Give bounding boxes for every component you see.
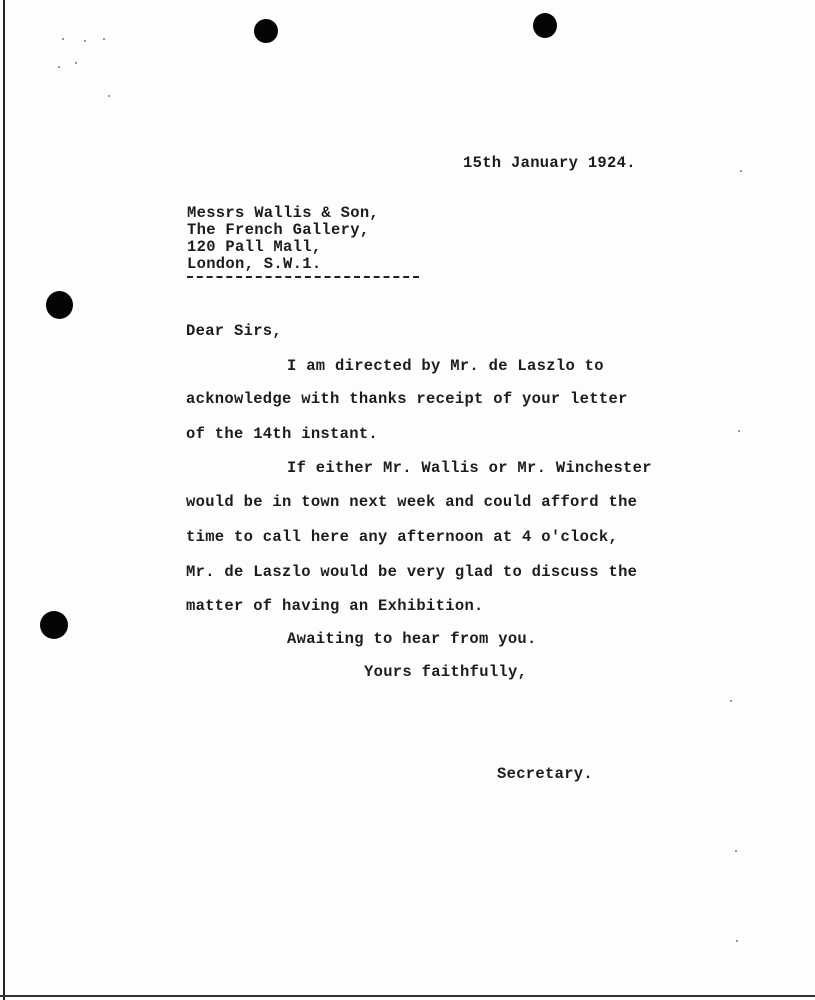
scan-speck: [62, 38, 64, 40]
scan-speck: [730, 700, 732, 702]
body-line: matter of having an Exhibition.: [186, 597, 484, 615]
body-line: would be in town next week and could afford the: [186, 493, 638, 511]
body-line: Mr. de Laszlo would be very glad to discuss the: [186, 563, 638, 581]
body-line: time to call here any afternoon at 4 o'clock,: [186, 528, 619, 546]
scan-speck: [84, 40, 86, 42]
scan-speck: [740, 170, 742, 172]
letter-date: 15th January 1924.: [463, 154, 636, 172]
scan-speck: [58, 66, 60, 68]
signature-title: Secretary.: [497, 765, 594, 783]
page-left-edge: [3, 0, 5, 1000]
page-bottom-edge: [0, 995, 815, 997]
punch-hole-top-right: [533, 13, 557, 38]
punch-hole-side-lower: [40, 611, 68, 639]
scan-speck: [75, 62, 77, 64]
address-underline: [187, 276, 419, 278]
recipient-line: Messrs Wallis & Son,: [187, 204, 380, 222]
body-line: Awaiting to hear from you.: [287, 630, 537, 648]
scan-speck: [108, 95, 110, 97]
closing: Yours faithfully,: [364, 663, 528, 681]
recipient-line: The French Gallery,: [187, 221, 370, 239]
scan-speck: [735, 850, 737, 852]
body-line: I am directed by Mr. de Laszlo to: [287, 357, 604, 375]
body-line: of the 14th instant.: [186, 425, 379, 443]
body-line: acknowledge with thanks receipt of your letter: [186, 390, 628, 408]
scan-speck: [736, 940, 738, 942]
punch-hole-side-upper: [46, 291, 73, 319]
recipient-line: London, S.W.1.: [187, 255, 322, 273]
body-line: If either Mr. Wallis or Mr. Winchester: [287, 459, 652, 477]
recipient-line: 120 Pall Mall,: [187, 238, 322, 256]
salutation: Dear Sirs,: [186, 322, 283, 340]
punch-hole-top-left: [254, 19, 278, 43]
scan-speck: [103, 38, 105, 40]
scan-speck: [738, 430, 740, 432]
